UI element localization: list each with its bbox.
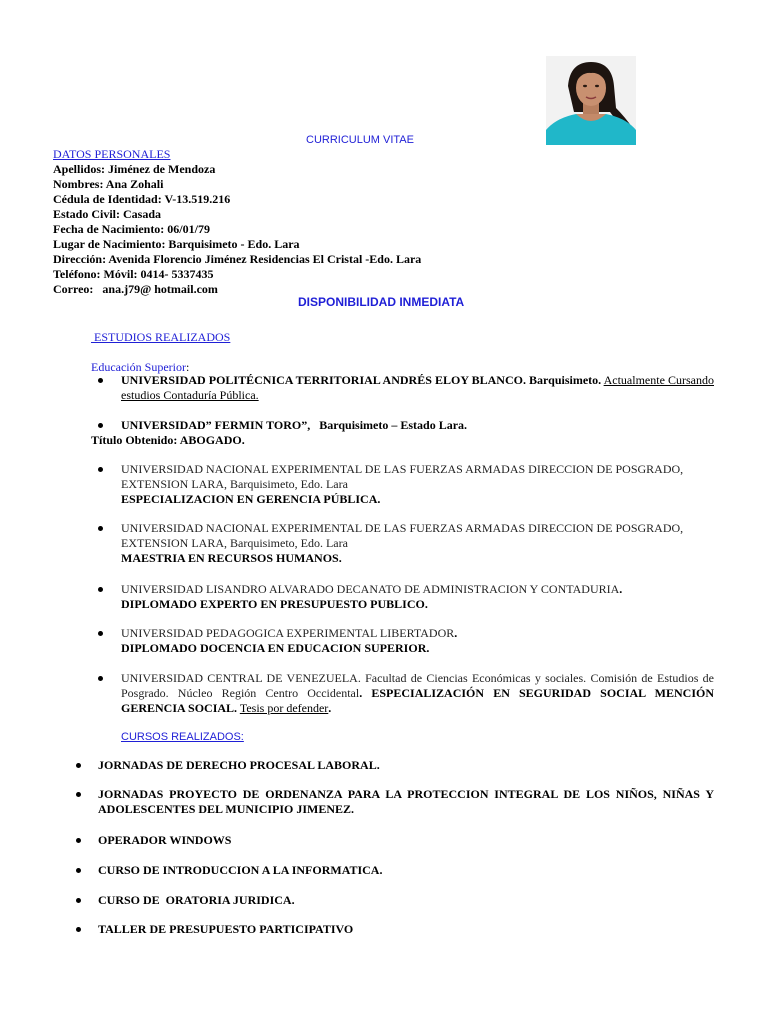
list-bullet	[98, 676, 103, 681]
study-6-institution: UNIVERSIDAD PEDAGOGICA EXPERIMENTAL LIBERTADOR	[121, 626, 455, 640]
personal-email: Correo: ana.j79@ hotmail.com	[53, 282, 218, 296]
study-3-program: ESPECIALIZACION EN GERENCIA PÚBLICA.	[121, 492, 381, 506]
study-item-4	[121, 521, 721, 566]
list-bullet	[98, 467, 103, 472]
list-bullet	[76, 792, 81, 797]
course-item-2: JORNADAS PROYECTO DE ORDENANZA PARA LA PROTECCION INTEGRAL DE LOS NIÑOS, NIÑAS Y ADOLESCENTES DEL MUNICIPIO JIMENEZ.	[98, 787, 714, 816]
list-bullet	[98, 526, 103, 531]
higher-education-text: Educación Superior	[91, 360, 186, 374]
course-item-1: JORNADAS DE DERECHO PROCESAL LABORAL.	[98, 758, 380, 772]
study-2-institution: UNIVERSIDAD” FERMIN TORO”, Barquisimeto – Estado Lara.	[121, 418, 468, 432]
courses-heading[interactable]: CURSOS REALIZADOS:	[121, 731, 244, 743]
personal-address: Dirección: Avenida Florencio Jiménez Residencias El Cristal -Edo. Lara	[53, 252, 422, 266]
higher-education-colon: :	[185, 360, 190, 374]
personal-id: Cédula de Identidad: V-13.519.216	[53, 192, 231, 206]
availability-banner: DISPONIBILIDAD INMEDIATA	[298, 295, 465, 309]
list-bullet	[98, 423, 103, 428]
study-item-7: UNIVERSIDAD CENTRAL DE VENEZUELA. Facultad de Ciencias Económicas y sociales. Comisión de Estudios de Posgrado. Núcleo Región Centro Occidental. ESPECIALIZACIÓN EN SEGURIDAD SOCIAL MENCIÓN GERENCIA SOCIAL. Tesis por defender.	[121, 671, 714, 715]
study-5-institution: UNIVERSIDAD LISANDRO ALVARADO DECANATO DE ADMINISTRACION Y CONTADURIA	[121, 582, 620, 596]
study-1-institution: UNIVERSIDAD POLITÉCNICA TERRITORIAL ANDRÉS ELOY BLANCO. Barquisimeto.	[121, 373, 602, 387]
list-bullet	[98, 587, 103, 592]
study-1-status: Actualmente Cursando estudios Contaduría Pública.	[121, 373, 714, 402]
study-3-institution: UNIVERSIDAD NACIONAL EXPERIMENTAL DE LAS FUERZAS ARMADAS DIRECCION DE POSGRADO, EXTENSION LARA, Barquisimeto, Edo. Lara	[121, 462, 684, 491]
study-item-5: UNIVERSIDAD LISANDRO ALVARADO DECANATO DE ADMINISTRACION Y CONTADURIA. DIPLOMADO EXPERTO EN PRESUPUESTO PUBLICO.	[121, 582, 721, 612]
study-7-institution: UNIVERSIDAD CENTRAL DE VENEZUELA. Facultad de Ciencias Económicas y sociales. Comisión de Estudios de Posgrado. Núcleo Región Centro Occidental	[121, 671, 714, 700]
list-bullet	[76, 838, 81, 843]
studies-heading[interactable]	[91, 330, 230, 345]
study-4-program: MAESTRIA EN RECURSOS HUMANOS.	[121, 551, 342, 565]
list-bullet	[76, 868, 81, 873]
course-item-6: TALLER DE PRESUPUESTO PARTICIPATIVO	[98, 922, 354, 936]
study-2-degree: Título Obtenido: ABOGADO.	[91, 433, 245, 447]
personal-surname: Apellidos: Jiménez de Mendoza	[53, 162, 216, 176]
study-item-6: UNIVERSIDAD PEDAGOGICA EXPERIMENTAL LIBERTADOR. DIPLOMADO DOCENCIA EN EDUCACION SUPERIOR.	[121, 626, 721, 656]
personal-birth-date: Fecha de Nacimiento: 06/01/79	[53, 222, 210, 236]
profile-photo	[546, 56, 636, 145]
study-7-program: . ESPECIALIZACIÓN EN SEGURIDAD SOCIAL MENCIÓN GERENCIA SOCIAL.	[121, 686, 714, 715]
personal-birth-place: Lugar de Nacimiento: Barquisimeto - Edo. Lara	[53, 237, 300, 251]
study-item-3	[121, 462, 721, 507]
document-title: CURRICULUM VITAE	[306, 134, 414, 146]
list-bullet	[76, 927, 81, 932]
course-item-4: CURSO DE INTRODUCCION A LA INFORMATICA.	[98, 863, 383, 877]
list-bullet	[76, 763, 81, 768]
personal-civil-status: Estado Civil: Casada	[53, 207, 162, 221]
portrait-image	[546, 56, 636, 145]
list-bullet	[98, 378, 103, 383]
study-7-status: Tesis por defender	[239, 701, 329, 715]
personal-data-heading[interactable]: DATOS PERSONALES	[53, 147, 171, 161]
list-bullet	[98, 631, 103, 636]
study-6-program: DIPLOMADO DOCENCIA EN EDUCACION SUPERIOR.	[121, 641, 430, 655]
personal-names: Nombres: Ana Zohali	[53, 177, 164, 191]
list-bullet	[76, 898, 81, 903]
personal-phone: Teléfono: Móvil: 0414- 5337435	[53, 267, 214, 281]
study-5-program: DIPLOMADO EXPERTO EN PRESUPUESTO PUBLICO.	[121, 597, 428, 611]
studies-heading-text: ESTUDIOS REALIZADOS	[94, 330, 231, 344]
course-item-5: CURSO DE ORATORIA JURIDICA.	[98, 893, 295, 907]
study-item-1	[121, 373, 714, 403]
study-4-institution: UNIVERSIDAD NACIONAL EXPERIMENTAL DE LAS FUERZAS ARMADAS DIRECCION DE POSGRADO, EXTENSION LARA, Barquisimeto, Edo. Lara	[121, 521, 684, 550]
course-item-3: OPERADOR WINDOWS	[98, 833, 232, 847]
